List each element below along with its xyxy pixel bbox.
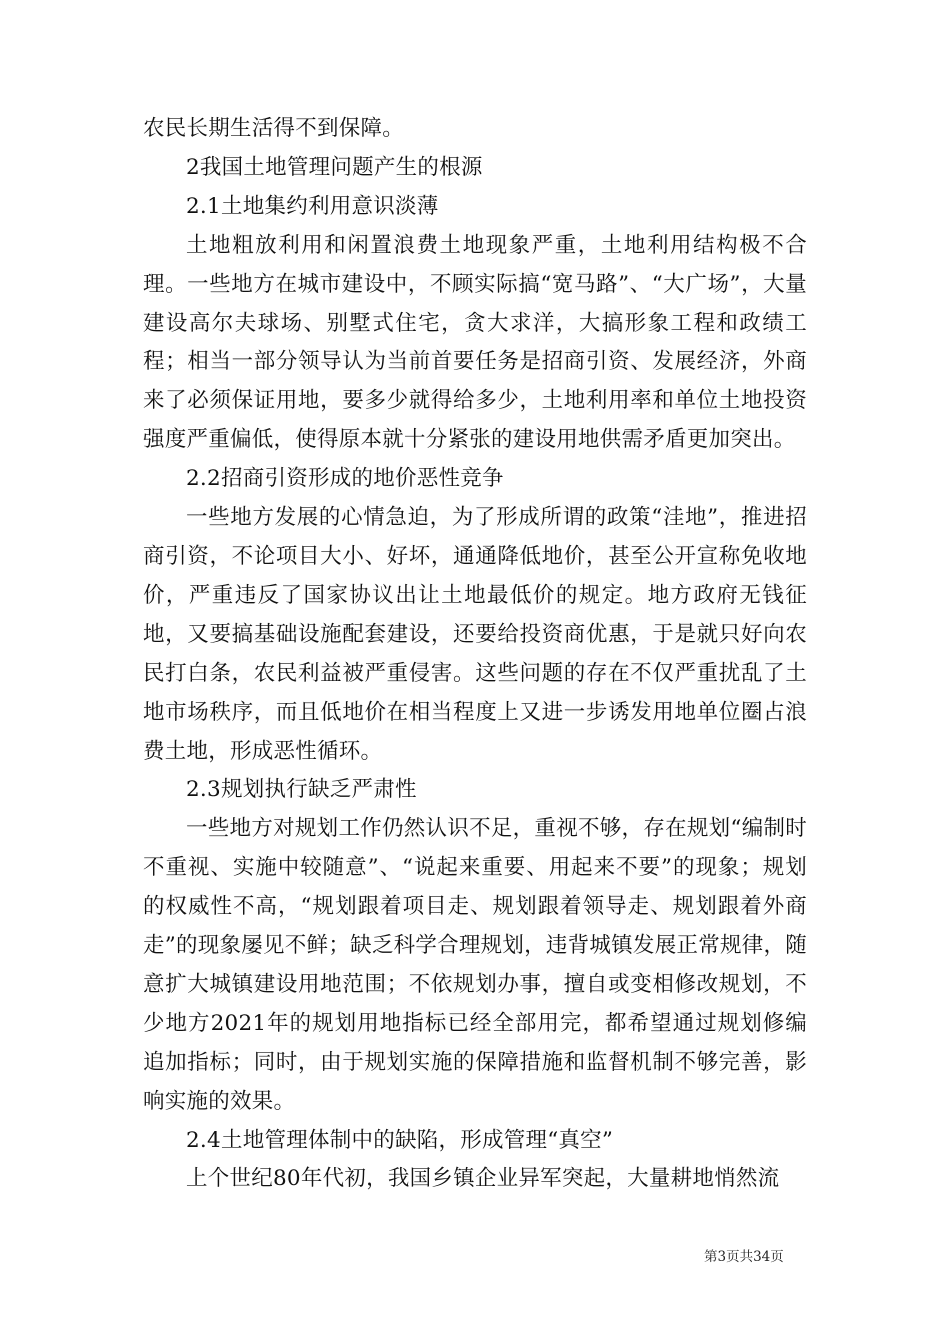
paragraph-continuation: 农民长期生活得不到保障。 xyxy=(143,116,405,141)
paragraph-2-1-body: 土地粗放利用和闲置浪费土地现象严重，土地利用结构极不合理。一些地方在城市建设中，不顾实际搞“宽马路”、“大广场”，大量建设高尔夫球场、别墅式住宅，贪大求洋，大搞形象工程和政绩工程；相当一部分领导认为当前首要任务是招商引资、发展经济，外商来了必须保证用地，要多少就得给多少，土地利用率和单位土地投资强度严重偏低，使得原本就十分紧张的建设用地供需矛盾更加突出。 xyxy=(143,232,807,453)
paragraph-2-3-body: 一些地方对规划工作仍然认识不足，重视不够，存在规划“编制时不重视、实施中较随意”、“说起来重要、用起来不要”的现象；规划的权威性不高，“规划跟着项目走、规划跟着领导走、规划跟着外商走”的现象屡见不鲜；缺乏科学合理规划，违背城镇发展正常规律，随意扩大城镇建设用地范围；不依规划办事，擅自或变相修改规划，不少地方2021年的规划用地指标已经全部用完，都希望通过规划修编追加指标；同时，由于规划实施的保障措施和监督机制不够完善，影响实施的效果。 xyxy=(143,816,807,1114)
paragraph-2-4-body: 上个世纪80年代初，我国乡镇企业异军突起，大量耕地悄然流 xyxy=(186,1166,780,1192)
section-heading-2: 2我国土地管理问题产生的根源 xyxy=(186,154,483,180)
document-body xyxy=(143,110,807,1199)
paragraph-2-2-body: 一些地方发展的心情急迫，为了形成所谓的政策“洼地”，推进招商引资，不论项目大小、好坏，通通降低地价，甚至公开宣称免收地价，严重违反了国家协议出让土地最低价的规定。地方政府无钱征地，又要搞基础设施配套建设，还要给投资商优惠，于是就只好向农民打白条，农民利益被严重侵害。这些问题的存在不仅严重扰乱了土地市场秩序，而且低地价在相当程度上又进一步诱发用地单位圈占浪费土地，形成恶性循环。 xyxy=(143,505,807,764)
section-heading-2-1: 2.1土地集约利用意识淡薄 xyxy=(186,193,439,219)
page-number-footer: 第3页共34页 xyxy=(704,1249,784,1265)
section-heading-2-3: 2.3规划执行缺乏严肃性 xyxy=(186,777,417,803)
section-heading-2-4: 2.4土地管理体制中的缺陷，形成管理“真空” xyxy=(186,1127,614,1153)
section-heading-2-2: 2.2招商引资形成的地价恶性竞争 xyxy=(186,466,504,492)
